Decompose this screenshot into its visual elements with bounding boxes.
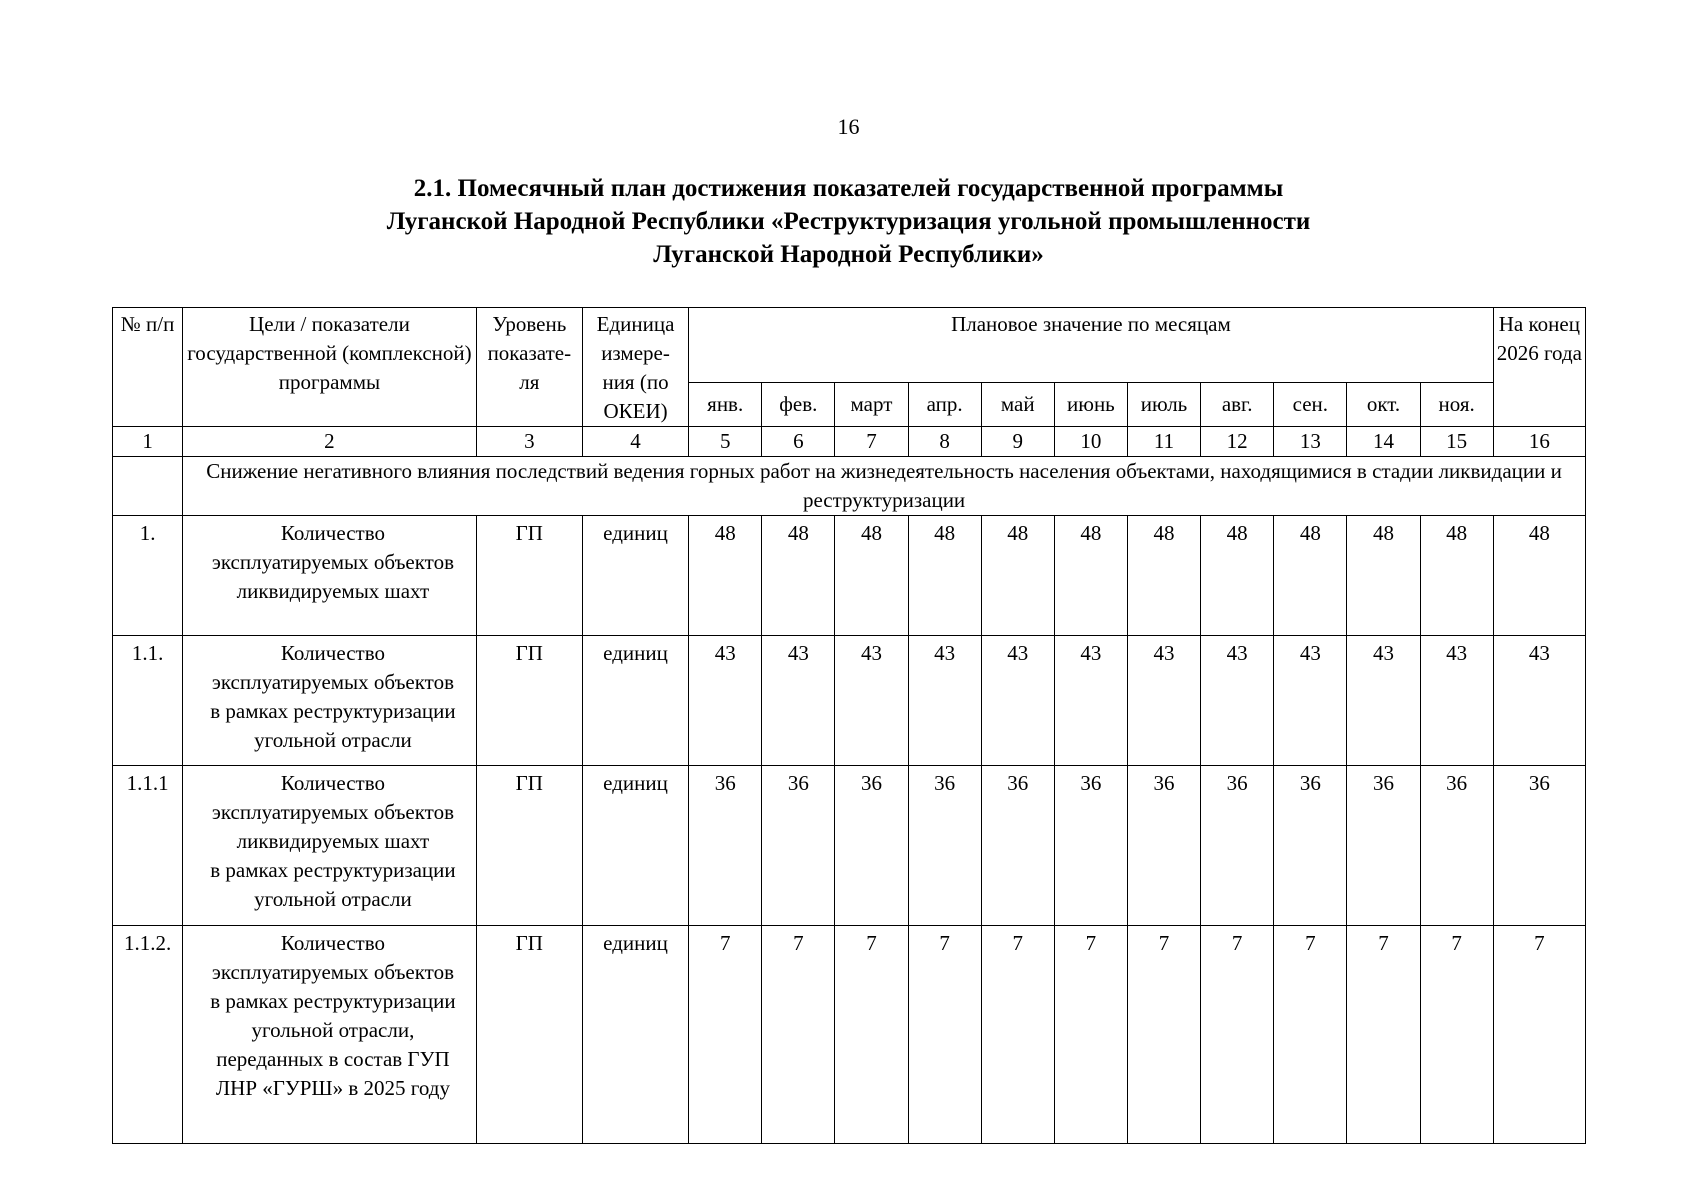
column-number: 15 — [1420, 427, 1493, 457]
table-row — [113, 926, 1586, 1144]
month-value: 7 — [1420, 926, 1493, 1144]
column-number: 10 — [1054, 427, 1127, 457]
month-value: 43 — [1127, 636, 1200, 766]
table-row — [113, 636, 1586, 766]
month-value: 48 — [1201, 516, 1274, 636]
month-value: 7 — [1347, 926, 1420, 1144]
month-value: 36 — [835, 766, 908, 926]
section-title: Снижение негативного влияния последствий ведения горных работ на жизнедеятельность населения объектами, находящимися в стадии ликвидации и реструктуризации — [183, 457, 1586, 516]
indicator-name-line: эксплуатируемых объектов — [211, 960, 454, 984]
month-value: 48 — [689, 516, 762, 636]
year-end-value: 48 — [1493, 516, 1585, 636]
month-value: 43 — [1347, 636, 1420, 766]
year-end-value: 43 — [1493, 636, 1585, 766]
month-value: 7 — [908, 926, 981, 1144]
indicator-name-line: Количество — [280, 641, 385, 665]
indicator-name-line: ликвидируемых шахт — [236, 579, 430, 603]
month-value: 43 — [1201, 636, 1274, 766]
month-cell: авг. — [1201, 382, 1274, 426]
column-number: 5 — [689, 427, 762, 457]
indicator-name-line: угольной отрасли — [254, 887, 412, 911]
indicator-name-line: ЛНР «ГУРШ» в 2025 году — [215, 1076, 450, 1100]
month-value: 48 — [1420, 516, 1493, 636]
month-value: 43 — [689, 636, 762, 766]
indicator-name — [183, 516, 477, 636]
month-cell: март — [835, 382, 908, 426]
indicator-unit: единиц — [582, 516, 688, 636]
month-value: 36 — [1420, 766, 1493, 926]
table-row — [113, 516, 1586, 636]
month-value: 36 — [1054, 766, 1127, 926]
year-end-value: 36 — [1493, 766, 1585, 926]
header-num: № п/п — [113, 308, 183, 427]
month-value: 36 — [1347, 766, 1420, 926]
indicator-name — [183, 636, 477, 766]
month-value: 48 — [1347, 516, 1420, 636]
month-value: 48 — [762, 516, 835, 636]
month-value: 7 — [762, 926, 835, 1144]
month-value: 36 — [1274, 766, 1347, 926]
row-number: 1.1. — [113, 636, 183, 766]
month-cell: июнь — [1054, 382, 1127, 426]
column-number: 13 — [1274, 427, 1347, 457]
column-number: 1 — [113, 427, 183, 457]
month-value: 36 — [762, 766, 835, 926]
indicator-name-line: Количество — [280, 771, 385, 795]
month-value: 36 — [1127, 766, 1200, 926]
column-number: 4 — [582, 427, 688, 457]
column-number: 2 — [183, 427, 477, 457]
plan-table — [112, 307, 1586, 1144]
title-line: Луганской Народной Республики» — [653, 241, 1044, 268]
indicator-level: ГП — [476, 516, 582, 636]
header-goal: Цели / показатели государственной (комплексной) программы — [183, 308, 477, 427]
section-row — [113, 457, 1586, 516]
indicator-unit: единиц — [582, 636, 688, 766]
month-value: 36 — [689, 766, 762, 926]
month-value: 43 — [981, 636, 1054, 766]
column-number: 6 — [762, 427, 835, 457]
indicator-name-line: в рамках реструктуризации — [210, 699, 456, 723]
column-number: 11 — [1127, 427, 1200, 457]
indicator-name-line: эксплуатируемых объектов — [211, 550, 454, 574]
month-cell: май — [981, 382, 1054, 426]
month-cell: янв. — [689, 382, 762, 426]
month-value: 7 — [689, 926, 762, 1144]
column-number: 14 — [1347, 427, 1420, 457]
page-title — [0, 172, 1697, 271]
month-value: 36 — [908, 766, 981, 926]
month-value: 7 — [1201, 926, 1274, 1144]
title-line: Луганской Народной Республики «Реструктуризация угольной промышленности — [386, 208, 1311, 235]
table-row — [113, 766, 1586, 926]
row-number: 1.1.1 — [113, 766, 183, 926]
month-value: 48 — [908, 516, 981, 636]
month-value: 36 — [981, 766, 1054, 926]
month-value: 7 — [981, 926, 1054, 1144]
indicator-name-line: эксплуатируемых объектов — [211, 670, 454, 694]
section-empty-cell — [113, 457, 183, 516]
header-planned: Плановое значение по месяцам — [689, 308, 1494, 383]
month-cell: окт. — [1347, 382, 1420, 426]
indicator-name-line: Количество — [280, 521, 385, 545]
month-value: 43 — [1420, 636, 1493, 766]
header-unit: Единица измере- ния (по ОКЕИ) — [582, 308, 688, 427]
indicator-level: ГП — [476, 766, 582, 926]
month-value: 36 — [1201, 766, 1274, 926]
month-value: 7 — [1127, 926, 1200, 1144]
column-number: 7 — [835, 427, 908, 457]
month-value: 43 — [1054, 636, 1127, 766]
row-number: 1.1.2. — [113, 926, 183, 1144]
month-value: 43 — [762, 636, 835, 766]
row-number: 1. — [113, 516, 183, 636]
month-value: 48 — [981, 516, 1054, 636]
indicator-name — [183, 926, 477, 1144]
column-number: 12 — [1201, 427, 1274, 457]
column-number: 16 — [1493, 427, 1585, 457]
header-end: На конец 2026 года — [1493, 308, 1585, 427]
indicator-name-line: угольной отрасли, — [251, 1018, 415, 1042]
month-value: 48 — [1127, 516, 1200, 636]
month-cell: июль — [1127, 382, 1200, 426]
indicator-name-line: в рамках реструктуризации — [210, 989, 456, 1013]
indicator-unit: единиц — [582, 926, 688, 1144]
month-value: 48 — [1054, 516, 1127, 636]
indicator-level: ГП — [476, 636, 582, 766]
indicator-level: ГП — [476, 926, 582, 1144]
month-value: 7 — [1054, 926, 1127, 1144]
indicator-name-line: переданных в состав ГУП — [216, 1047, 450, 1071]
title-line: 2.1. Помесячный план достижения показателей государственной программы — [413, 175, 1284, 202]
indicator-name-line: эксплуатируемых объектов — [211, 800, 454, 824]
page-number: 16 — [837, 114, 860, 139]
month-cell: сен. — [1274, 382, 1347, 426]
month-value: 48 — [835, 516, 908, 636]
month-value: 43 — [835, 636, 908, 766]
month-value: 7 — [835, 926, 908, 1144]
indicator-name-line: Количество — [280, 931, 385, 955]
column-number: 8 — [908, 427, 981, 457]
month-cell: фев. — [762, 382, 835, 426]
indicator-name-line: ликвидируемых шахт — [236, 829, 430, 853]
indicator-name — [183, 766, 477, 926]
column-numbers-row — [113, 427, 1586, 457]
month-cell: апр. — [908, 382, 981, 426]
indicator-name-line: в рамках реструктуризации — [210, 858, 456, 882]
column-number: 3 — [476, 427, 582, 457]
month-value: 7 — [1274, 926, 1347, 1144]
month-value: 43 — [908, 636, 981, 766]
year-end-value: 7 — [1493, 926, 1585, 1144]
column-number: 9 — [981, 427, 1054, 457]
header-level: Уровень показате- ля — [476, 308, 582, 427]
indicator-name-line: угольной отрасли — [254, 728, 412, 752]
month-value: 43 — [1274, 636, 1347, 766]
indicator-unit: единиц — [582, 766, 688, 926]
month-cell: ноя. — [1420, 382, 1493, 426]
month-value: 48 — [1274, 516, 1347, 636]
